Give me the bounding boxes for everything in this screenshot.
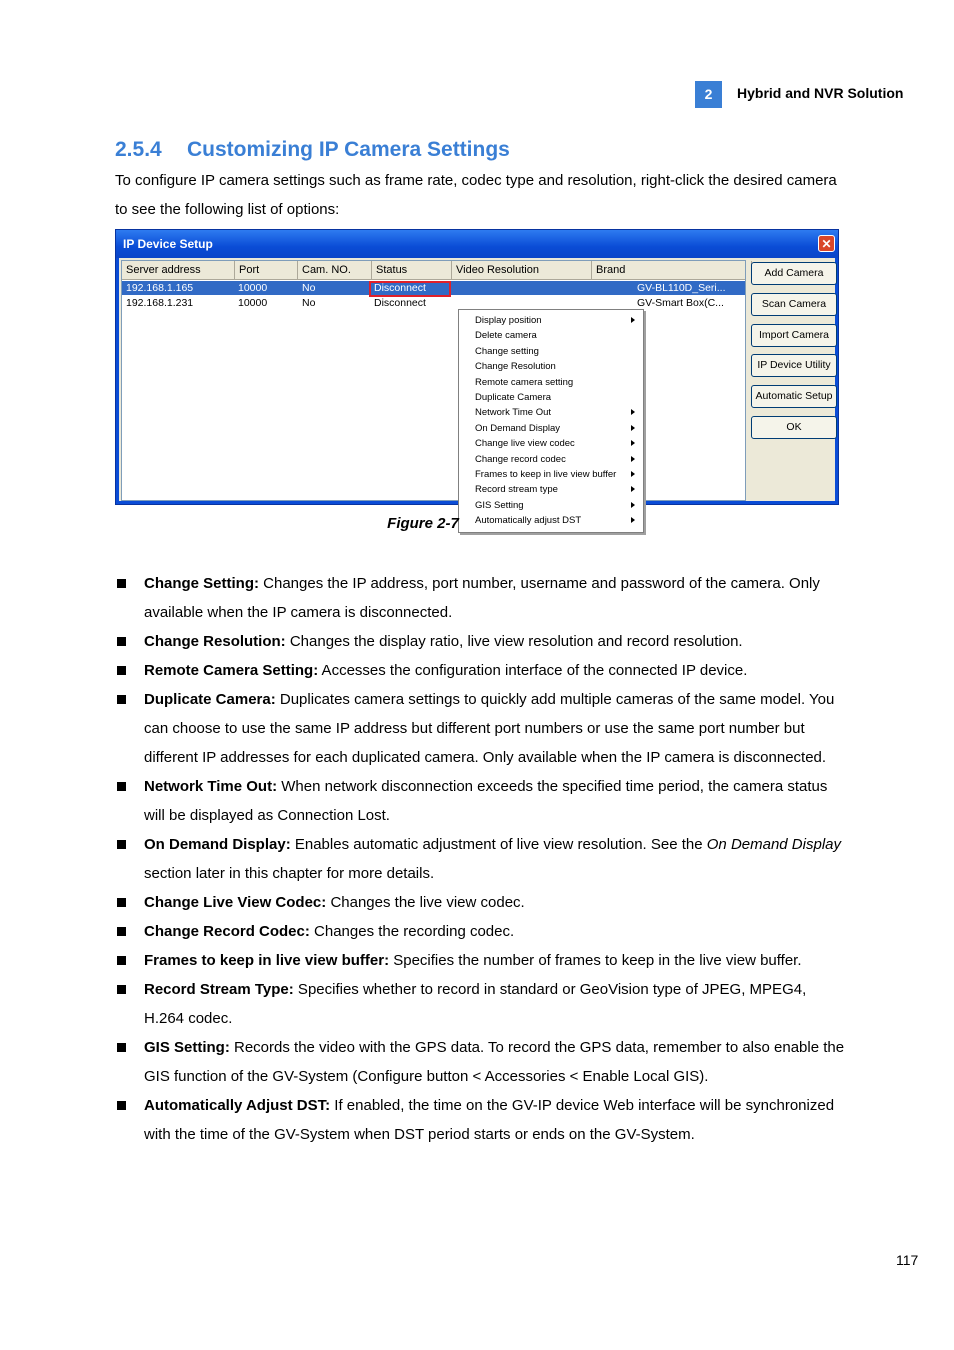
table-cell: 10000: [238, 297, 268, 309]
column-header[interactable]: Port: [235, 261, 298, 279]
ip-device-utility-button[interactable]: IP Device Utility: [751, 354, 837, 377]
option-term: Change Record Codec:: [144, 923, 310, 940]
option-list: [115, 569, 845, 1149]
submenu-arrow-icon: [631, 409, 635, 415]
list-item: [115, 830, 845, 888]
menu-item[interactable]: [459, 482, 643, 497]
chapter-badge: 2: [695, 81, 722, 108]
bullet-icon: [117, 840, 126, 849]
option-description: section later in this chapter for more details.: [144, 865, 435, 882]
submenu-arrow-icon: [631, 502, 635, 508]
menu-item[interactable]: [459, 452, 643, 467]
bullet-icon: [117, 898, 126, 907]
automatic-setup-button[interactable]: Automatic Setup: [751, 385, 837, 408]
column-header[interactable]: Status: [372, 261, 452, 279]
option-description: Enables automatic adjustment of live view resolution. See the: [290, 836, 707, 853]
submenu-arrow-icon: [631, 471, 635, 477]
section-heading: [115, 138, 510, 162]
context-menu: [458, 309, 644, 533]
table-cell: 192.168.1.231: [126, 297, 194, 309]
menu-item[interactable]: [459, 344, 643, 359]
option-term: Network Time Out:: [144, 778, 278, 795]
submenu-arrow-icon: [631, 440, 635, 446]
menu-item-label: Delete camera: [475, 330, 537, 342]
table-cell: 10000: [238, 282, 268, 294]
submenu-arrow-icon: [631, 317, 635, 323]
option-term: Automatically Adjust DST:: [144, 1097, 331, 1114]
option-term: On Demand Display:: [144, 836, 291, 853]
list-item: [115, 569, 845, 627]
menu-item-label: GIS Setting: [475, 499, 524, 511]
menu-item-label: Change record codec: [475, 453, 566, 465]
table-cell: No: [302, 297, 316, 309]
table-cell: GV-Smart Box(C...: [637, 297, 724, 309]
import-camera-button[interactable]: Import Camera: [751, 324, 837, 347]
section-title: Customizing IP Camera Settings: [187, 138, 510, 161]
menu-item[interactable]: [459, 421, 643, 436]
list-item: [115, 627, 845, 656]
dialog-titlebar[interactable]: [116, 230, 838, 258]
section-number: 2.5.4: [115, 138, 162, 161]
column-header[interactable]: Cam. NO.: [298, 261, 372, 279]
option-description: Changes the live view codec.: [326, 894, 525, 911]
option-description: When network disconnection exceeds the specified time period, the camera status will be displayed as Connection Lost.: [144, 778, 828, 824]
list-item: [115, 1091, 845, 1149]
option-term: Change Resolution:: [144, 633, 286, 650]
option-description: Changes the IP address, port number, username and password of the camera. Only available when the IP camera is disconnected.: [144, 575, 820, 621]
option-reference: On Demand Display: [706, 836, 841, 853]
table-cell: Disconnect: [374, 297, 426, 309]
list-item: [115, 946, 845, 975]
option-description: Accesses the configuration interface of the connected IP device.: [318, 662, 748, 679]
menu-item[interactable]: [459, 390, 643, 405]
list-item: [115, 656, 845, 685]
list-item: [115, 1033, 845, 1091]
status-highlight: [369, 281, 451, 297]
menu-item[interactable]: [459, 313, 643, 328]
table-cell: Disconnect: [374, 282, 426, 294]
table-cell: No: [302, 282, 316, 294]
option-description: Specifies whether to record in standard or GeoVision type of JPEG, MPEG4, H.264 codec.: [144, 981, 807, 1027]
add-camera-button[interactable]: Add Camera: [751, 262, 837, 285]
chapter-title: Hybrid and NVR Solution: [737, 85, 904, 101]
menu-item[interactable]: [459, 359, 643, 374]
list-item: [115, 917, 845, 946]
list-item: [115, 772, 845, 830]
table-row[interactable]: [122, 296, 745, 310]
bullet-icon: [117, 695, 126, 704]
column-header[interactable]: Brand: [592, 261, 752, 279]
list-header: [122, 261, 745, 280]
option-term: Duplicate Camera:: [144, 691, 276, 708]
option-term: Remote Camera Setting:: [144, 662, 319, 679]
table-cell: GV-BL110D_Seri...: [637, 282, 726, 294]
bullet-icon: [117, 1043, 126, 1052]
table-cell: 192.168.1.165: [126, 282, 194, 294]
option-description: Records the video with the GPS data. To record the GPS data, remember to also enable the GIS function of the GV-System (Configure button < Accessories < Enable Local GIS).: [144, 1039, 845, 1085]
option-description: If enabled, the time on the GV-IP device Web interface will be synchronized with the time of the GV-System when DST period starts or ends on the GV-System.: [144, 1097, 835, 1143]
bullet-icon: [117, 985, 126, 994]
menu-item[interactable]: [459, 467, 643, 482]
ok-button[interactable]: OK: [751, 416, 837, 439]
bullet-icon: [117, 956, 126, 965]
dialog-title: IP Device Setup: [123, 237, 213, 251]
submenu-arrow-icon: [631, 456, 635, 462]
list-item: [115, 888, 845, 917]
option-term: Frames to keep in live view buffer:: [144, 952, 390, 969]
list-item: [115, 685, 845, 772]
bullet-icon: [117, 637, 126, 646]
menu-item-label: Duplicate Camera: [475, 392, 552, 403]
menu-item[interactable]: [459, 405, 643, 420]
menu-item-label: Remote camera setting: [475, 376, 574, 388]
option-term: GIS Setting:: [144, 1039, 230, 1056]
menu-item[interactable]: [459, 436, 643, 451]
bullet-icon: [117, 666, 126, 675]
submenu-arrow-icon: [631, 486, 635, 492]
menu-item-label: Record stream type: [475, 484, 558, 496]
list-item: [115, 975, 845, 1033]
option-description: Specifies the number of frames to keep in the live view buffer.: [389, 952, 802, 969]
option-term: Change Live View Codec:: [144, 894, 327, 911]
menu-item-label: On Demand Display: [475, 422, 561, 434]
figure-caption: Figure 2-7: [387, 515, 459, 532]
column-header[interactable]: Video Resolution: [452, 261, 592, 279]
menu-item-label: Automatically adjust DST: [475, 515, 582, 527]
option-term: Record Stream Type:: [144, 981, 294, 998]
column-header[interactable]: Server address: [122, 261, 235, 279]
bullet-icon: [117, 1101, 126, 1110]
bullet-icon: [117, 782, 126, 791]
option-term: Change Setting:: [144, 575, 259, 592]
menu-item-label: Change live view codec: [475, 438, 575, 450]
menu-item-label: Change Resolution: [475, 361, 556, 373]
page-number: 117: [896, 1252, 919, 1268]
menu-item[interactable]: [459, 375, 643, 390]
menu-item-label: Display position: [475, 315, 542, 326]
menu-item[interactable]: [459, 328, 643, 343]
menu-item-label: Change setting: [475, 345, 539, 357]
intro-paragraph: To configure IP camera settings such as frame rate, codec type and resolution, right-click the desired camera to see the following list of options:: [115, 172, 837, 218]
menu-item-label: Network Time Out: [475, 407, 552, 419]
menu-item[interactable]: [459, 498, 643, 513]
option-description: Changes the recording codec.: [309, 923, 515, 940]
option-description: Changes the display ratio, live view resolution and record resolution.: [285, 633, 743, 650]
menu-item-label: Frames to keep in live view buffer: [475, 469, 617, 480]
option-description: Duplicates camera settings to quickly add multiple cameras of the same model. You can choose to use the same IP address but different port numbers or use the same port number but different IP addresses for each duplicated camera. Only available when the IP camera is disconnected.: [144, 691, 835, 766]
close-icon[interactable]: ✕: [818, 235, 835, 252]
bullet-icon: [117, 579, 126, 588]
scan-camera-button[interactable]: Scan Camera: [751, 293, 837, 316]
submenu-arrow-icon: [631, 425, 635, 431]
bullet-icon: [117, 927, 126, 936]
